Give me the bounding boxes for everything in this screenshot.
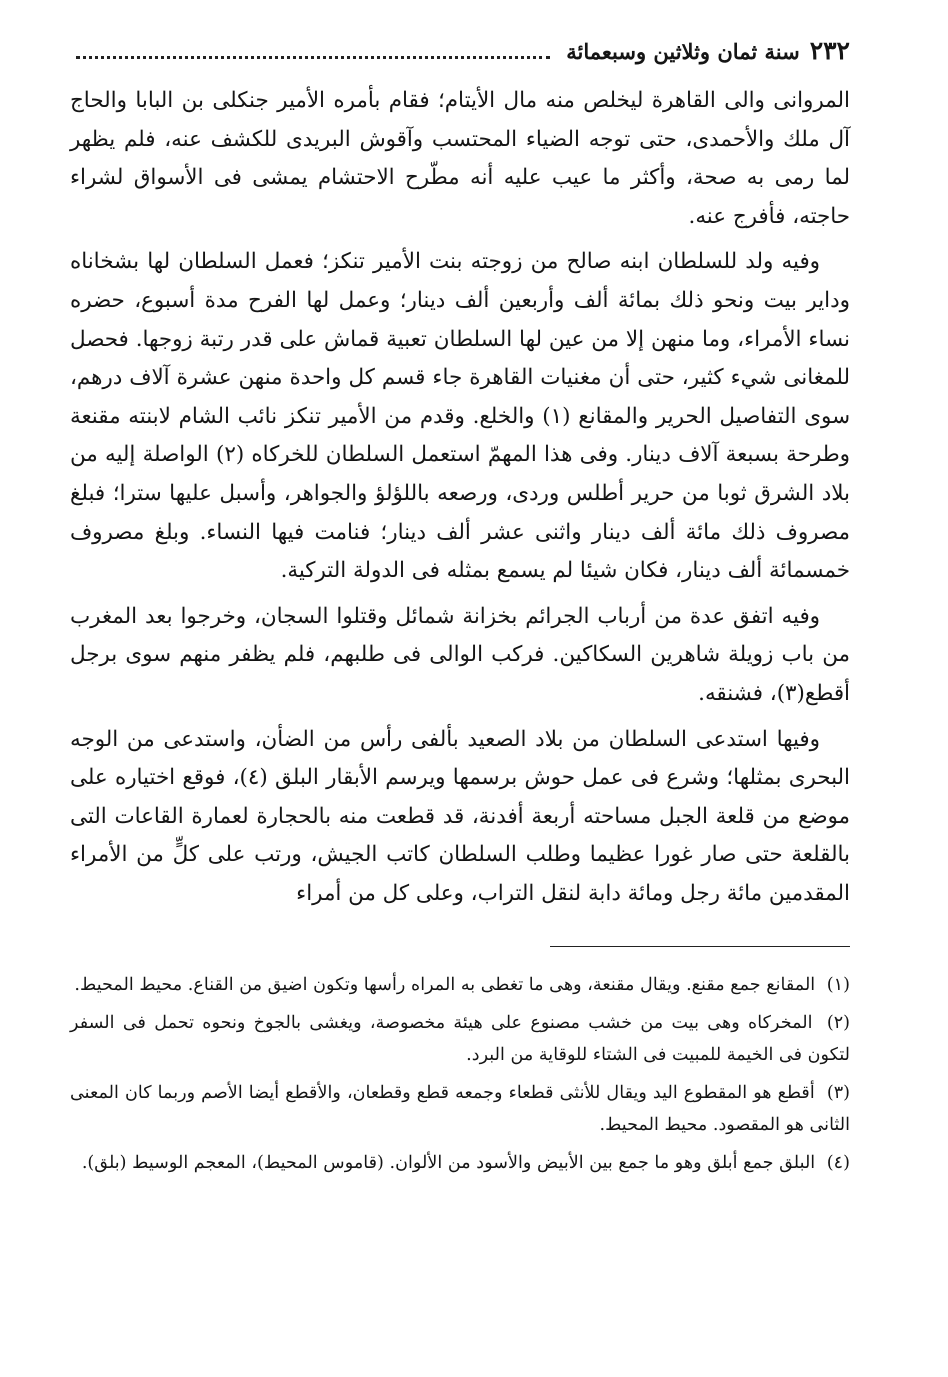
- paragraph: وفيها استدعى السلطان من بلاد الصعيد بألفى رأس من الضأن، واستدعى من الوجه البحرى بمثلها؛ وشرع فى عمل حوش برسمها ويرسم الأبقار البلق (٤)، فوقع اختياره على موضع من قلعة الجبل مساحته أربعة أفدنة، قد قطعت منه بالحجارة لعمارة القاعات التى بالقلعة حتى صار غورا عظيما وطلب السلطان كاتب الجيش، ورتب على كلٍّ من الأمراء المقدمين مائة رجل ومائة دابة لنقل التراب، وعلى كل من أمراء: [70, 726, 850, 906]
- footnote: [70, 969, 850, 1001]
- footnote: [70, 1077, 850, 1141]
- footnote-text: المخركاه وهى بيت من خشب مصنوع على هيئة مخصوصة، ويغشى بالجوخ ونحوه تحمل فى السفر لتكون فى الخيمة للمبيت فى الشتاء للوقاية من البرد.: [70, 1013, 850, 1066]
- footnote-number: (٢): [826, 1013, 851, 1034]
- page-number: ٢٣٢: [809, 36, 850, 65]
- paragraph: وفيه ولد للسلطان ابنه صالح من زوجته بنت الأمير تنكز؛ فعمل السلطان لها بشخاناه وداير بيت ونحو ذلك بمائة ألف وأربعين ألف دينار؛ وعمل لها الفرح مدة أسبوع، حضره نساء الأمراء، وما منهن إلا من عين لها السلطان تعبية قماش على قدر رتبة زوجها. فحصل للمغانى شيء كثير، حتى أن مغنيات القاهرة جاء قسم كل واحدة منهن عشرة آلاف درهم، سوى التفاصيل الحرير والمقانع (١) والخلع. وقدم من الأمير تنكز نائب الشام لابنته مقنعة وطرحة بسبعة آلاف دينار. وفى هذا المهمّ استعمل السلطان للخركاه (٢) الواصلة إليه من بلاد الشرق ثوبا من حرير أطلس وردى، ورصعه باللؤلؤ والجواهر، وأسبل عليها سترا؛ فبلغ مصروف ذلك مائة ألف دينار واثنى عشر ألف دينار؛ فنامت فيها النساء. وبلغ مصروف خمسمائة ألف دينار، فكان شيئا لم يسمع بمثله فى الدولة التركية.: [70, 249, 851, 584]
- footnote-rule: [550, 946, 850, 947]
- footnote-separator: [70, 920, 850, 969]
- footnote: [70, 1007, 850, 1071]
- footnote-text: أقطع هو المقطوع اليد ويقال للأنثى قطعاء وجمعه قطع وقطعان، والأقطع أيضا الأصم وربما كان المعنى الثانى هو المقصود. محيط المحيط.: [70, 1083, 850, 1136]
- footnote-text: البلق جمع أبلق وهو ما جمع بين الأبيض والأسود من الألوان. (قاموس المحيط)، المعجم الوسيط (بلق).: [81, 1153, 816, 1174]
- running-title: سنة ثمان وثلاثين وسبعمائة: [566, 39, 800, 64]
- header-leader-dots: [76, 44, 550, 59]
- running-header: [70, 36, 850, 82]
- paragraph: المروانى والى القاهرة ليخلص منه مال الأيتام؛ فقام بأمره الأمير جنكلى بن البابا والحاج آل ملك والأحمدى، حتى توجه الضياء المحتسب وآقوش البريدى للكشف عنه، فلم يظهر لما رمى به صحة، وأكثر ما عيب عليه أنه مطّرح الاحتشام يمشى فى الأسواق لشراء حاجته، فأفرج عنه.: [70, 88, 850, 229]
- paragraph: وفيه اتفق عدة من أرباب الجرائم بخزانة شمائل وقتلوا السجان، وخرجوا بعد المغرب من باب زويلة شاهرين السكاكين. فركب الوالى فى طلبهم، فلم يظفر منهم سوى برجل أقطع(٣)، فشنقه.: [70, 603, 850, 706]
- footnote-text: المقانع جمع مقنع. ويقال مقنعة، وهى ما تغطى به المراه رأسها وتكون اضيق من القناع. محيط المحيط.: [74, 975, 816, 996]
- footnote-number: (٤): [826, 1153, 850, 1174]
- footnotes: [70, 969, 850, 1179]
- footnote-number: (١): [826, 975, 850, 996]
- footnote: [70, 1147, 850, 1179]
- main-text: [70, 82, 850, 913]
- book-page: [70, 36, 850, 1185]
- footnote-number: (٣): [826, 1083, 851, 1104]
